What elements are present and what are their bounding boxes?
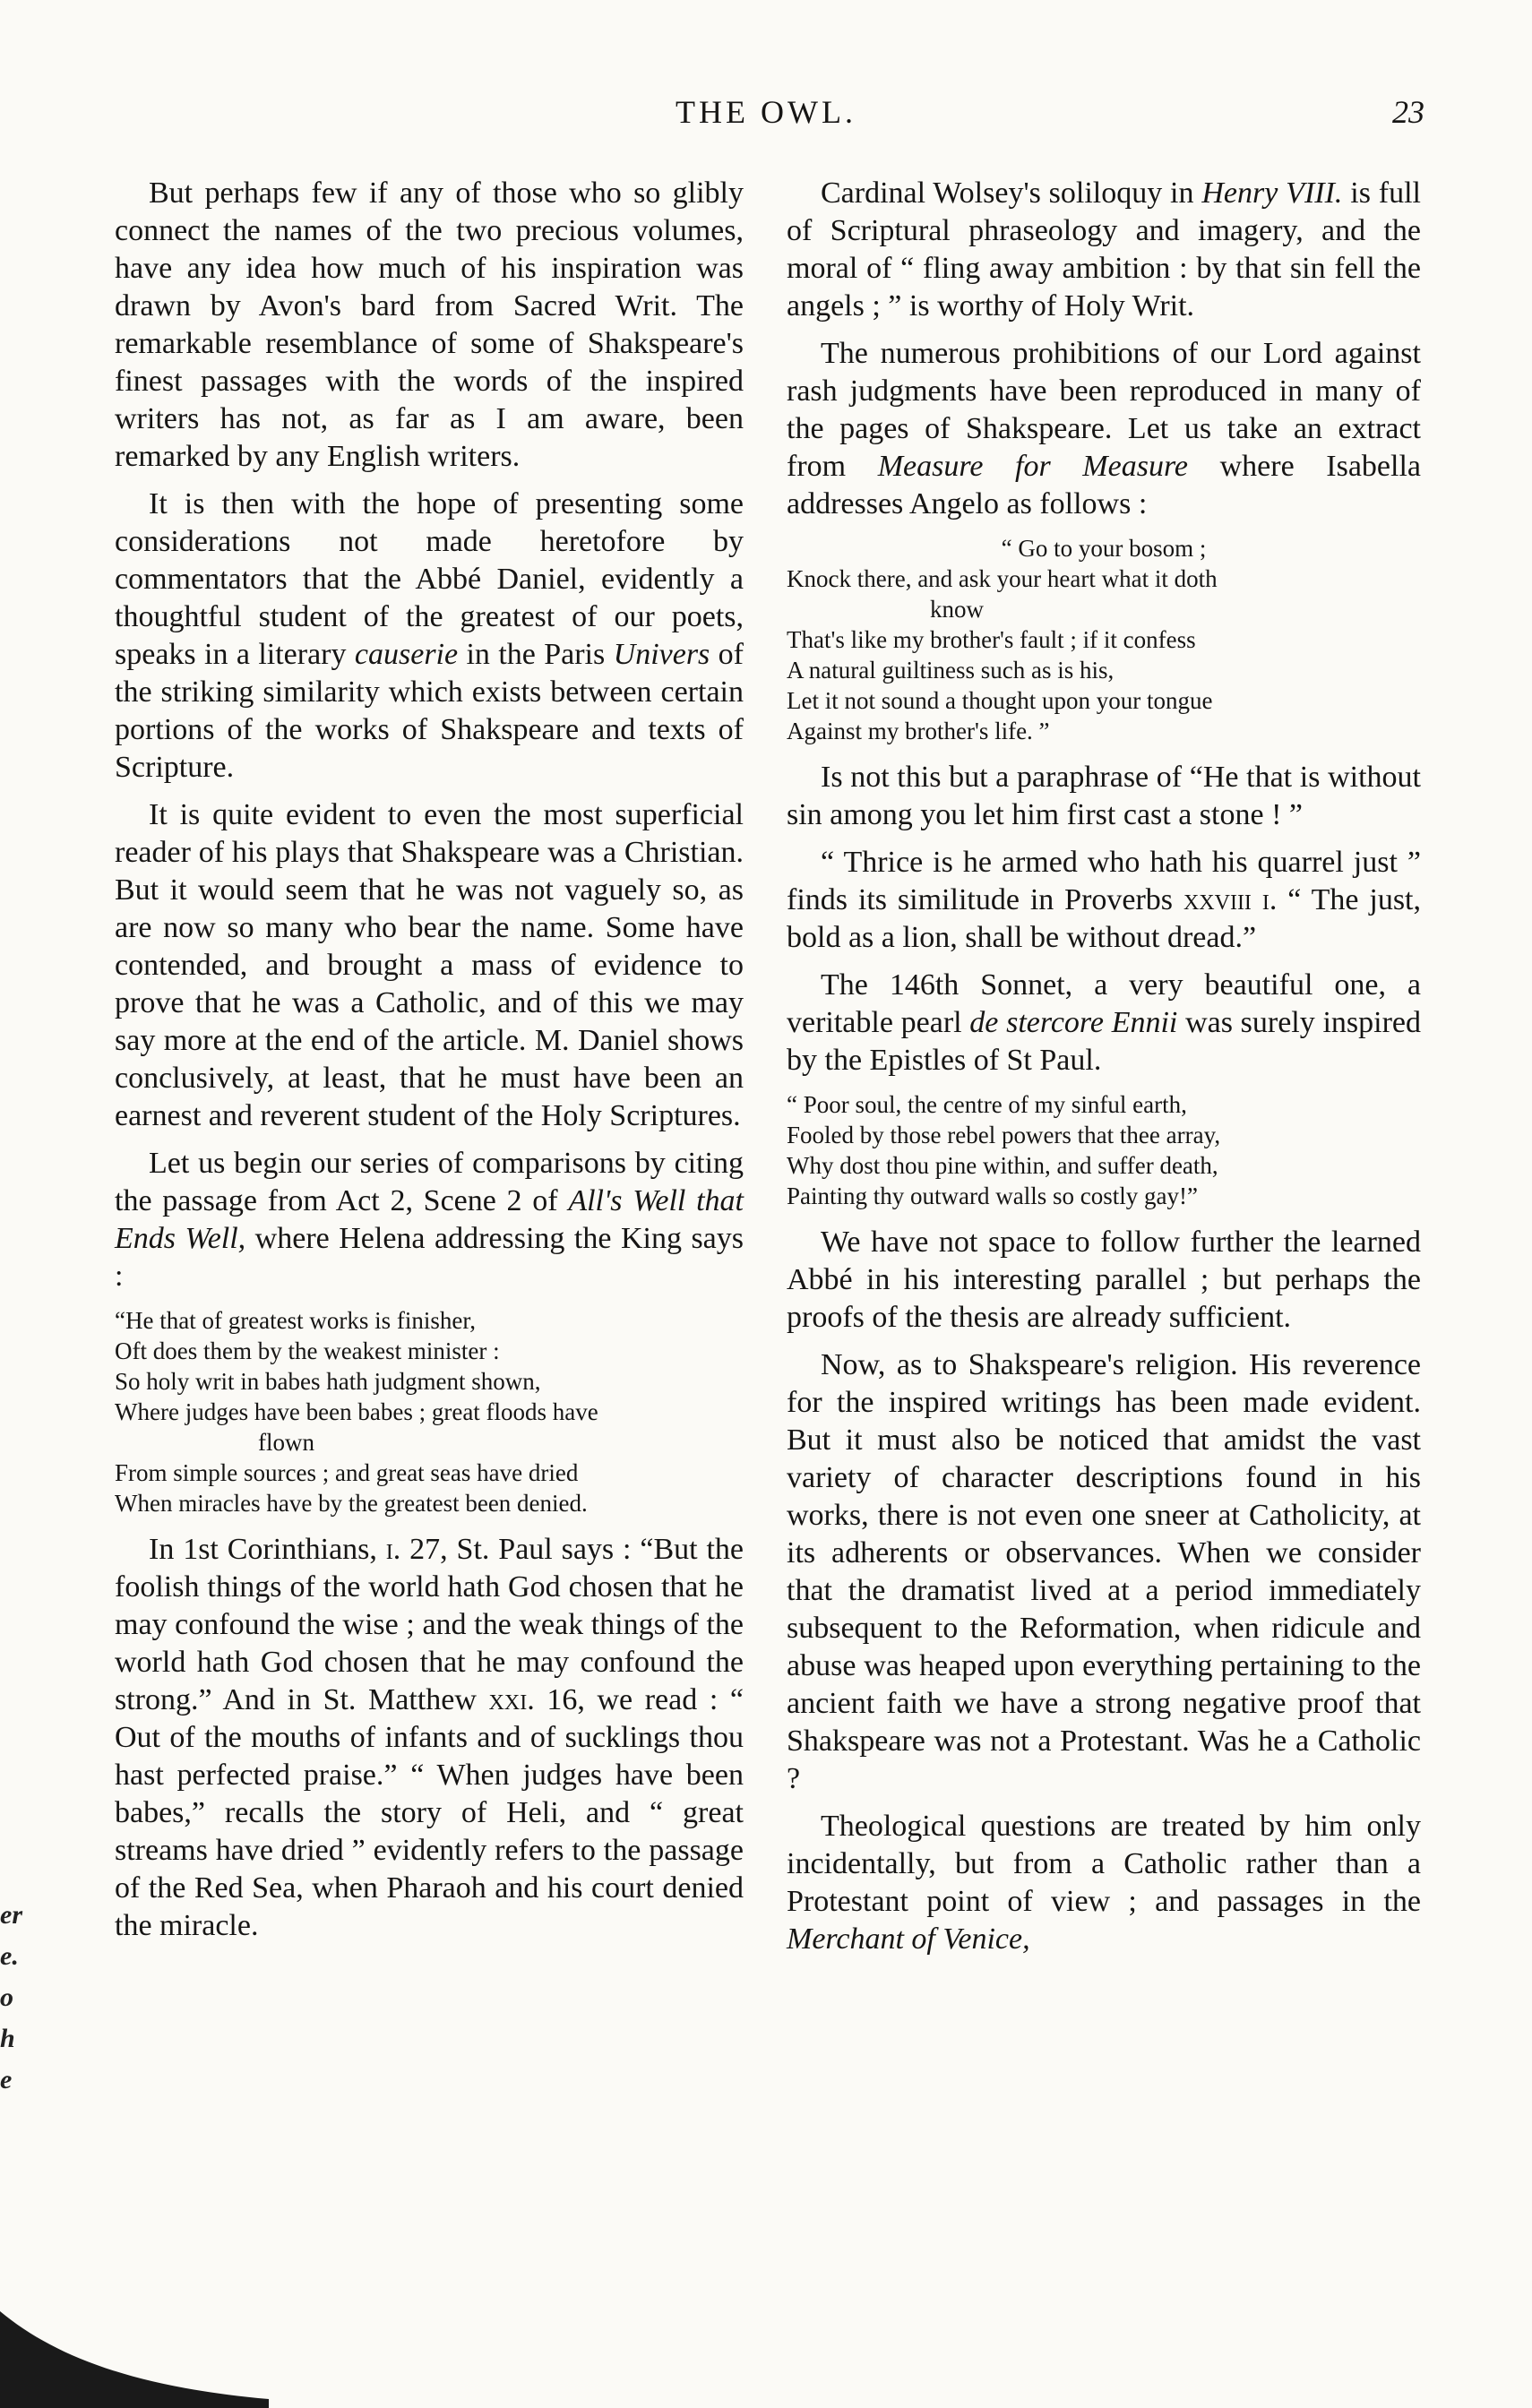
page-number: 23 [1392,94,1424,130]
paragraph: Is not this but a paraphrase of “He that is without sin among you let him first cast a stone ! ” [787,761,1421,831]
paragraph: “ Thrice is he armed who hath his quarrel just ” finds its similitude in Proverbs xxviii i. “ The just, bold as a lion, shall be without dread.” [787,846,1422,954]
verse-line: Why dost thou pine within, and suffer death, [787,1152,1218,1179]
verse-line: Where judges have been babes ; great floods have [115,1398,598,1425]
verse-line: So holy writ in babes hath judgment shown, [115,1368,541,1395]
verse-line: Knock there, and ask your heart what it doth [787,565,1218,592]
verse-line: know [930,596,984,623]
paragraph: It is then with the hope of presenting some considerations not made heretofore by commentators that the Abbé Daniel, evidently a thoughtful student of the greatest of our poets, speaks in a literary causerie in the Paris Univers of the striking similarity which exists between certain portions of the works of Shakspeare and texts of Scripture. [115,487,744,784]
margin-fragments [0,1895,27,2101]
verse-line: “ Poor soul, the centre of my sinful earth, [787,1091,1187,1118]
verse-line: Fooled by those rebel powers that thee array, [787,1122,1221,1148]
running-head: THE OWL. [676,94,856,130]
page-edge-shadow [0,2293,269,2408]
verse-line: That's like my brother's fault ; if it confess [787,626,1196,653]
verse-line: From simple sources ; and great seas have dried [115,1459,579,1486]
paragraph: Let us begin our series of comparisons by citing the passage from Act 2, Scene 2 of All's Well that Ends Well, where Helena addressing the King says : [115,1147,744,1293]
paragraph: In 1st Corinthians, i. 27, St. Paul says : “But the foolish things of the world hath God chosen that he may confound the wise ; and the weak things of the world hath God chosen that he may confound the strong.” And in St. Matthew xxi. 16, we read : “ Out of the mouths of infants and of sucklings thou hast perfected praise.” “ When judges have been babes,” recalls the story of Heli, and “ great streams have dried ” evidently refers to the passage of the Red Sea, when Pharaoh and his court denied the miracle. [115,1533,744,1942]
margin-fragment: er [0,1900,22,1930]
verse-line: Painting thy outward walls so costly gay!” [787,1182,1198,1209]
paragraph: It is quite evident to even the most superficial reader of his plays that Shakspeare was a Christian. But it would seem that he was not vaguely so, as are now so many who bear the name. Some have contended, and brought a mass of evidence to prove that he was a Catholic, and of this we may say more at the end of the article. M. Daniel shows conclusively, at least, that he must have been an earnest and reverent student of the Holy Scriptures. [115,798,744,1132]
paragraph: The numerous prohibitions of our Lord against rash judgments have been reproduced in many of the pages of Shakspeare. Let us take an extract from Measure for Measure where Isabella addresses Angelo as follows : [787,337,1422,520]
paragraph: But perhaps few if any of those who so glibly connect the names of the two precious volumes, have any idea how much of his inspiration was drawn by Avon's bard from Sacred Writ. The remarkable resemblance of some of Shakspeare's finest passages with the words of the inspired writers has not, as far as I am aware, been remarked by any English writers. [115,176,744,473]
paragraph: Theological questions are treated by him only incidentally, but from a Catholic rather than a Protestant point of view ; and passages in the Merchant of Venice, [787,1810,1421,1956]
paragraph: The 146th Sonnet, a very beautiful one, a veritable pearl de stercore Ennii was surely inspired by the Epistles of St Paul. [787,968,1421,1077]
margin-fragment: e. [0,1941,19,1971]
left-column [115,175,744,1955]
paragraph: We have not space to follow further the learned Abbé in his interesting parallel ; but perhaps the proofs of the thesis are already sufficient. [787,1226,1421,1334]
verse-line: Let it not sound a thought upon your tongue [787,687,1213,714]
margin-fragment: o [0,1982,13,2012]
verse-line: Oft does them by the weakest minister : [115,1337,500,1364]
verse-quote [115,1305,744,1518]
verse-line: “ Go to your bosom ; [1001,535,1207,562]
verse-line: “He that of greatest works is finisher, [115,1307,477,1334]
right-column [787,175,1421,1968]
paragraph: Now, as to Shakspeare's religion. His reverence for the inspired writings has been made evident. But it must also be noticed that amidst the vast variety of character descriptions found in his works, there is not even one sneer at Catholicity, at its adherents or observances. When we consider that the dramatist lived at a period immediately subsequent to the Reformation, when ridicule and abuse was heaped upon everything pertaining to the ancient faith we have a strong negative proof that Shakspeare was not a Protestant. Was he a Catholic ? [787,1348,1421,1795]
margin-fragment: h [0,2024,15,2053]
page-header [0,93,1532,138]
verse-line: A natural guiltiness such as is his, [787,657,1115,684]
verse-line: flown [258,1429,314,1456]
verse-line: Against my brother's life. ” [787,718,1050,744]
verse-line: When miracles have by the greatest been denied. [115,1490,588,1517]
verse-quote [787,1089,1421,1211]
margin-fragment: e [0,2065,13,2094]
verse-quote [787,533,1421,746]
paragraph: Cardinal Wolsey's soliloquy in Henry VIII. is full of Scriptural phraseology and imagery, and the moral of “ fling away ambition : by that sin fell the angels ; ” is worthy of Holy Writ. [787,176,1421,322]
